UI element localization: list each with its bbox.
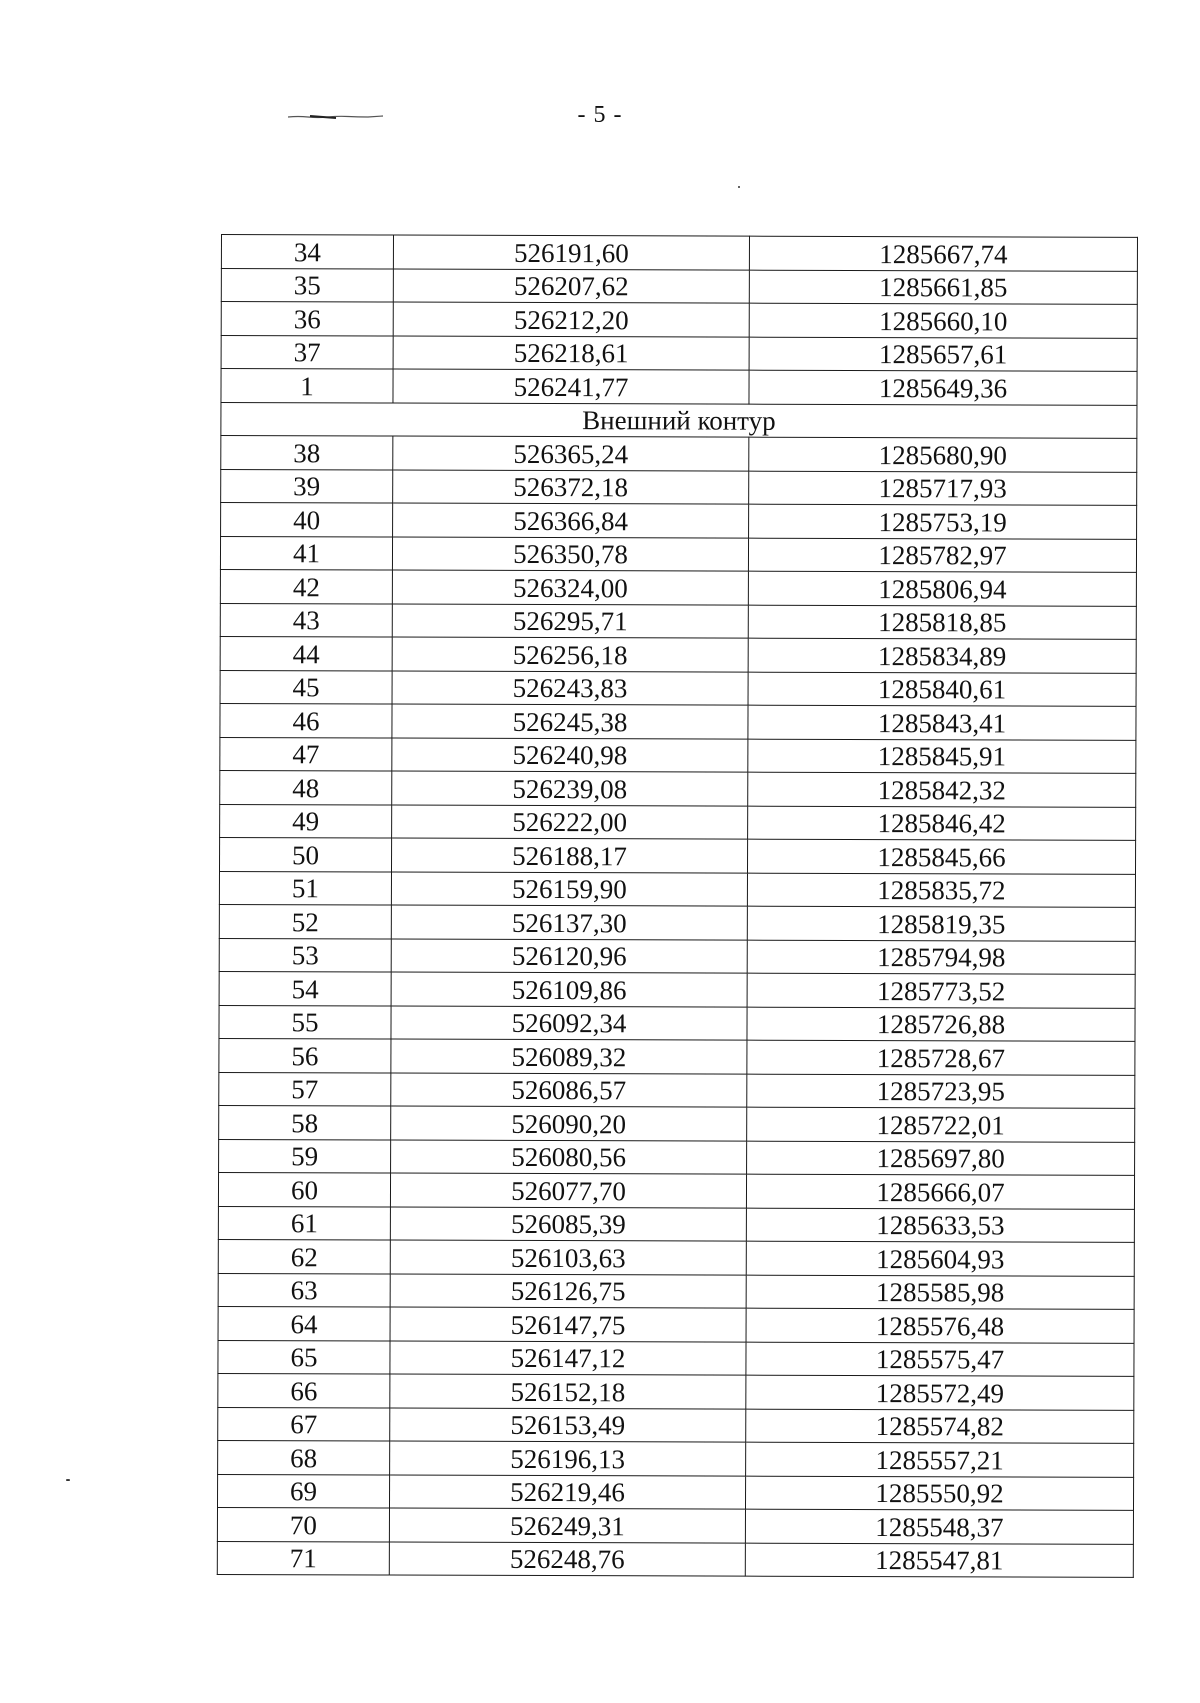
point-number-cell: 43	[220, 603, 392, 637]
x-coordinate-cell: 526153,49	[390, 1408, 746, 1443]
table-row	[218, 1239, 1134, 1275]
point-number-cell: 39	[221, 469, 393, 503]
y-coordinate-cell: 1285660,10	[749, 303, 1137, 338]
y-coordinate-cell: 1285782,97	[748, 538, 1136, 573]
table-row	[219, 871, 1135, 907]
y-coordinate-cell: 1285753,19	[749, 504, 1137, 539]
point-number-cell: 64	[218, 1306, 390, 1340]
x-coordinate-cell: 526126,75	[390, 1274, 746, 1309]
y-coordinate-cell: 1285680,90	[749, 437, 1137, 472]
point-number-cell: 47	[220, 737, 392, 771]
point-number-cell: 67	[218, 1407, 390, 1441]
table-row	[219, 938, 1135, 974]
x-coordinate-cell: 526196,13	[390, 1441, 746, 1476]
point-number-cell: 42	[220, 569, 392, 603]
point-number-cell: 37	[221, 335, 393, 369]
x-coordinate-cell: 526085,39	[390, 1207, 746, 1242]
table-row	[221, 268, 1137, 304]
point-number-cell: 1	[221, 369, 393, 403]
y-coordinate-cell: 1285840,61	[748, 672, 1136, 707]
point-number-cell: 45	[220, 670, 392, 704]
point-number-cell: 34	[221, 235, 393, 269]
y-coordinate-cell: 1285666,07	[746, 1174, 1134, 1209]
y-coordinate-cell: 1285723,95	[747, 1074, 1135, 1109]
point-number-cell: 68	[218, 1440, 390, 1474]
point-number-cell: 58	[219, 1105, 391, 1139]
point-number-cell: 51	[219, 871, 391, 905]
table-row	[218, 1273, 1134, 1309]
y-coordinate-cell: 1285661,85	[749, 270, 1137, 305]
table-row	[220, 770, 1136, 806]
point-number-cell: 48	[220, 770, 392, 804]
y-coordinate-cell: 1285667,74	[749, 236, 1137, 271]
x-coordinate-cell: 526239,08	[392, 771, 748, 806]
x-coordinate-cell: 526248,76	[389, 1542, 745, 1577]
x-coordinate-cell: 526137,30	[391, 905, 747, 940]
section-title: Внешний контур	[221, 402, 1137, 438]
y-coordinate-cell: 1285794,98	[747, 940, 1135, 975]
x-coordinate-cell: 526092,34	[391, 1006, 747, 1041]
x-coordinate-cell: 526188,17	[391, 838, 747, 873]
y-coordinate-cell: 1285773,52	[747, 973, 1135, 1008]
point-number-cell: 60	[218, 1172, 390, 1206]
point-number-cell: 40	[221, 503, 393, 537]
page-number: - 5 -	[577, 102, 623, 128]
table-row	[221, 469, 1137, 505]
y-coordinate-cell: 1285547,81	[745, 1543, 1133, 1578]
table-row	[217, 1541, 1133, 1577]
x-coordinate-cell: 526222,00	[392, 805, 748, 840]
scan-speck	[738, 186, 740, 188]
point-number-cell: 62	[218, 1239, 390, 1273]
point-number-cell: 52	[219, 904, 391, 938]
scan-speck	[66, 1479, 70, 1481]
table-row	[219, 1038, 1135, 1074]
x-coordinate-cell: 526080,56	[391, 1140, 747, 1175]
point-number-cell: 54	[219, 971, 391, 1005]
y-coordinate-cell: 1285819,35	[747, 906, 1135, 941]
x-coordinate-cell: 526324,00	[392, 570, 748, 605]
y-coordinate-cell: 1285657,61	[749, 337, 1137, 372]
table-row	[219, 904, 1135, 940]
x-coordinate-cell: 526366,84	[393, 503, 749, 538]
x-coordinate-cell: 526152,18	[390, 1374, 746, 1409]
table-row	[220, 737, 1136, 773]
y-coordinate-cell: 1285806,94	[748, 571, 1136, 606]
y-coordinate-cell: 1285843,41	[748, 705, 1136, 740]
table-row	[219, 837, 1135, 873]
point-number-cell: 55	[219, 1005, 391, 1039]
point-number-cell: 46	[220, 703, 392, 737]
table-row	[218, 1306, 1134, 1342]
point-number-cell: 70	[217, 1507, 389, 1541]
table-row	[219, 971, 1135, 1007]
point-number-cell: 59	[219, 1139, 391, 1173]
x-coordinate-cell: 526295,71	[392, 604, 748, 639]
point-number-cell: 63	[218, 1273, 390, 1307]
point-number-cell: 49	[220, 804, 392, 838]
y-coordinate-cell: 1285633,53	[746, 1208, 1134, 1243]
table-row	[220, 703, 1136, 739]
point-number-cell: 57	[219, 1072, 391, 1106]
x-coordinate-cell: 526219,46	[389, 1475, 745, 1510]
point-number-cell: 41	[220, 536, 392, 570]
y-coordinate-cell: 1285835,72	[747, 873, 1135, 908]
y-coordinate-cell: 1285726,88	[747, 1007, 1135, 1042]
y-coordinate-cell: 1285574,82	[746, 1409, 1134, 1444]
table-row	[217, 1474, 1133, 1510]
x-coordinate-cell: 526191,60	[393, 235, 749, 270]
x-coordinate-cell: 526207,62	[393, 269, 749, 304]
table-row	[218, 1172, 1134, 1208]
x-coordinate-cell: 526086,57	[391, 1073, 747, 1108]
x-coordinate-cell: 526249,31	[389, 1508, 745, 1543]
table-row	[221, 235, 1137, 271]
table-row	[219, 1139, 1135, 1175]
y-coordinate-cell: 1285717,93	[749, 471, 1137, 506]
y-coordinate-cell: 1285576,48	[746, 1308, 1134, 1343]
table-row	[218, 1373, 1134, 1409]
point-number-cell: 71	[217, 1541, 389, 1575]
x-coordinate-cell: 526245,38	[392, 704, 748, 739]
y-coordinate-cell: 1285845,91	[748, 739, 1136, 774]
point-number-cell: 50	[219, 837, 391, 871]
point-number-cell: 66	[218, 1373, 390, 1407]
point-number-cell: 69	[217, 1474, 389, 1508]
y-coordinate-cell: 1285548,37	[745, 1509, 1133, 1544]
y-coordinate-cell: 1285557,21	[746, 1442, 1134, 1477]
table-row	[218, 1407, 1134, 1443]
table-row	[221, 436, 1137, 472]
table-row	[221, 503, 1137, 539]
table-row	[219, 1105, 1135, 1141]
point-number-cell: 36	[221, 302, 393, 336]
point-number-cell: 38	[221, 436, 393, 470]
table-row	[219, 1072, 1135, 1108]
point-number-cell: 44	[220, 636, 392, 670]
table-row	[218, 1340, 1134, 1376]
x-coordinate-cell: 526109,86	[391, 972, 747, 1007]
x-coordinate-cell: 526077,70	[390, 1173, 746, 1208]
x-coordinate-cell: 526218,61	[393, 336, 749, 371]
section-header-row	[221, 402, 1137, 438]
point-number-cell: 35	[221, 268, 393, 302]
x-coordinate-cell: 526372,18	[393, 470, 749, 505]
point-number-cell: 65	[218, 1340, 390, 1374]
x-coordinate-cell: 526212,20	[393, 302, 749, 337]
table-row	[218, 1440, 1134, 1476]
y-coordinate-cell: 1285550,92	[745, 1476, 1133, 1511]
table-row	[220, 536, 1136, 572]
y-coordinate-cell: 1285585,98	[746, 1275, 1134, 1310]
y-coordinate-cell: 1285697,80	[747, 1141, 1135, 1176]
coordinates-table	[217, 234, 1138, 1578]
y-coordinate-cell: 1285834,89	[748, 638, 1136, 673]
x-coordinate-cell: 526147,12	[390, 1341, 746, 1376]
x-coordinate-cell: 526256,18	[392, 637, 748, 672]
x-coordinate-cell: 526089,32	[391, 1039, 747, 1074]
x-coordinate-cell: 526243,83	[392, 671, 748, 706]
y-coordinate-cell: 1285604,93	[746, 1241, 1134, 1276]
y-coordinate-cell: 1285846,42	[748, 806, 1136, 841]
table-row	[221, 369, 1137, 405]
table-row	[220, 636, 1136, 672]
x-coordinate-cell: 526240,98	[392, 738, 748, 773]
scan-artifact-mark	[288, 114, 383, 120]
y-coordinate-cell: 1285842,32	[748, 772, 1136, 807]
point-number-cell: 56	[219, 1038, 391, 1072]
table-row	[221, 335, 1137, 371]
y-coordinate-cell: 1285575,47	[746, 1342, 1134, 1377]
y-coordinate-cell: 1285728,67	[747, 1040, 1135, 1075]
table-row	[218, 1206, 1134, 1242]
table-row	[220, 603, 1136, 639]
table-row	[220, 569, 1136, 605]
y-coordinate-cell: 1285818,85	[748, 605, 1136, 640]
y-coordinate-cell: 1285649,36	[749, 370, 1137, 405]
x-coordinate-cell: 526241,77	[393, 369, 749, 404]
table-row	[220, 670, 1136, 706]
x-coordinate-cell: 526350,78	[392, 537, 748, 572]
y-coordinate-cell: 1285572,49	[746, 1375, 1134, 1410]
x-coordinate-cell: 526159,90	[391, 872, 747, 907]
point-number-cell: 53	[219, 938, 391, 972]
y-coordinate-cell: 1285845,66	[747, 839, 1135, 874]
table-row	[217, 1507, 1133, 1543]
x-coordinate-cell: 526120,96	[391, 939, 747, 974]
y-coordinate-cell: 1285722,01	[747, 1107, 1135, 1142]
x-coordinate-cell: 526103,63	[390, 1240, 746, 1275]
x-coordinate-cell: 526147,75	[390, 1307, 746, 1342]
x-coordinate-cell: 526365,24	[393, 436, 749, 471]
point-number-cell: 61	[218, 1206, 390, 1240]
coordinates-table-body	[217, 235, 1137, 1578]
x-coordinate-cell: 526090,20	[391, 1106, 747, 1141]
table-row	[220, 804, 1136, 840]
table-row	[221, 302, 1137, 338]
table-row	[219, 1005, 1135, 1041]
